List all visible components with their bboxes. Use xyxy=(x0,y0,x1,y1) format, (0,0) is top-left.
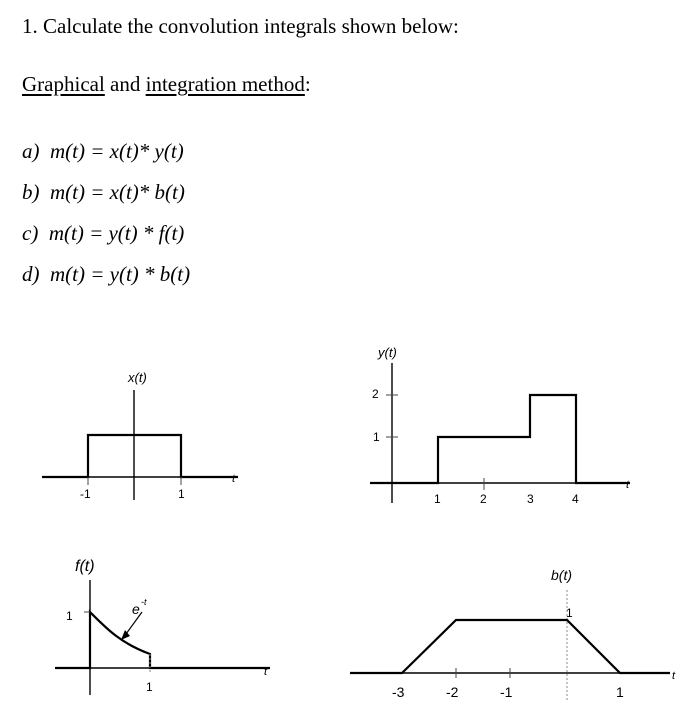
f-exponential-decay xyxy=(55,612,270,668)
method-colon: : xyxy=(304,72,311,96)
method-and: and xyxy=(104,72,146,96)
b-xtick-label-1: 1 xyxy=(616,684,624,700)
y-xtick-label-3: 3 xyxy=(527,492,534,506)
y-xtick-label-2: 2 xyxy=(480,492,487,506)
f-xtick-label: 1 xyxy=(146,680,153,694)
part-d-expr: m(t) = y(t) * b(t) xyxy=(50,262,191,286)
x-rect-pulse xyxy=(42,435,238,477)
x-tick-label-neg1: -1 xyxy=(80,487,91,501)
graph-y xyxy=(370,345,630,506)
f-annotation-exp: -t xyxy=(141,597,147,607)
b-title: b(t) xyxy=(551,567,572,583)
b-level-label: 1 xyxy=(566,606,573,620)
f-title: f(t) xyxy=(75,558,95,575)
problem-title: 1. Calculate the convolution integrals shown below: xyxy=(22,14,459,38)
y-step-signal xyxy=(370,395,630,483)
y-axis-var: t xyxy=(626,479,630,491)
part-d-label: d) xyxy=(22,262,40,286)
x-axis-var: t xyxy=(232,473,236,485)
part-a-label: a) xyxy=(22,139,40,163)
part-c-expr: m(t) = y(t) * f(t) xyxy=(48,221,185,245)
y-ytick-label-2: 2 xyxy=(372,387,379,401)
b-xtick-label-neg1: -1 xyxy=(500,684,513,700)
b-xtick-label-neg3: -3 xyxy=(392,684,405,700)
graph-x xyxy=(42,370,238,501)
f-annotation-base: e xyxy=(132,601,140,617)
b-trapezoid xyxy=(350,620,670,673)
y-title: y(t) xyxy=(378,345,397,360)
part-c-label: c) xyxy=(22,221,39,245)
b-xtick-label-neg2: -2 xyxy=(446,684,459,700)
graph-b xyxy=(350,567,676,700)
method-graphical: Graphical xyxy=(22,72,105,96)
f-level-label: 1 xyxy=(66,609,73,623)
part-a-expr: m(t) = x(t)* y(t) xyxy=(50,139,184,163)
graph-f xyxy=(55,558,270,695)
part-b-label: b) xyxy=(22,180,40,204)
f-arrowhead-icon xyxy=(121,630,130,640)
x-title: x(t) xyxy=(128,370,147,385)
y-xtick-label-4: 4 xyxy=(572,492,579,506)
y-xtick-label-1: 1 xyxy=(434,492,441,506)
method-integration: integration method xyxy=(145,72,305,96)
y-ytick-label-1: 1 xyxy=(373,430,380,444)
part-b-expr: m(t) = x(t)* b(t) xyxy=(50,180,185,204)
f-axis-var: t xyxy=(264,666,268,678)
x-tick-label-1: 1 xyxy=(178,487,185,501)
b-axis-var: t xyxy=(672,670,676,682)
